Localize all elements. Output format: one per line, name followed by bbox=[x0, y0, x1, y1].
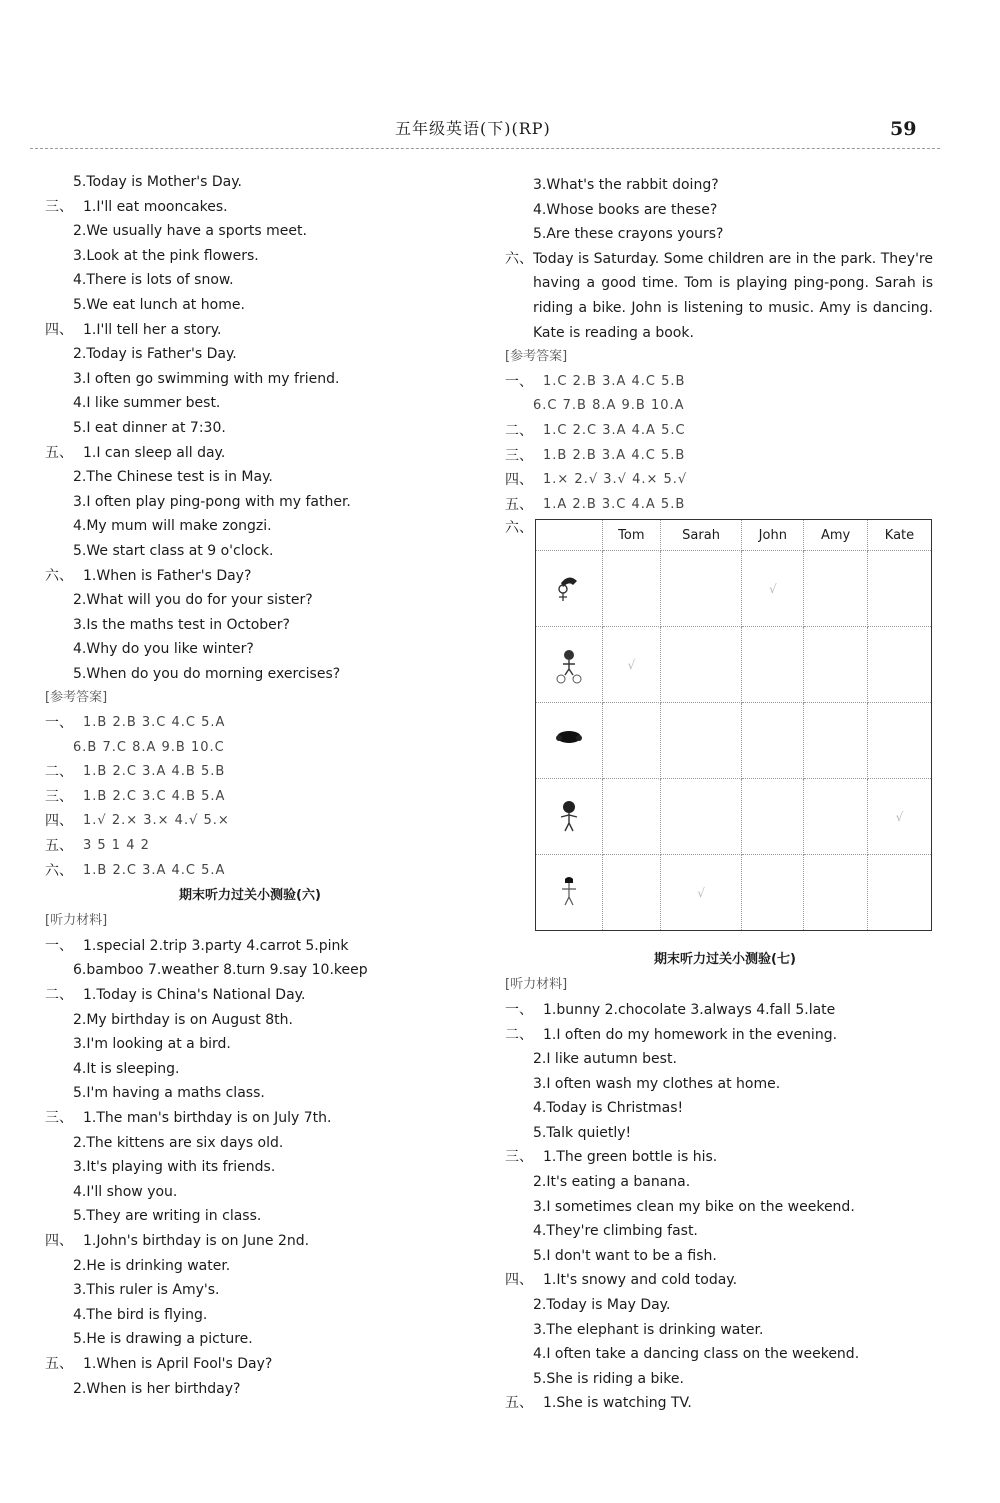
question-marker: 三、 bbox=[45, 788, 73, 805]
question-marker: 四、 bbox=[505, 472, 533, 489]
text-line bbox=[45, 244, 455, 269]
text-line bbox=[505, 1293, 945, 1318]
text-line bbox=[505, 1244, 945, 1269]
check-cell bbox=[804, 551, 868, 627]
question-marker: 三、 bbox=[505, 1149, 533, 1166]
question-marker: 五、 bbox=[45, 838, 73, 855]
check-cell: √ bbox=[603, 627, 661, 703]
line-text: 4.Whose books are these? bbox=[533, 201, 718, 218]
text-line bbox=[45, 1303, 455, 1328]
check-cell bbox=[867, 855, 931, 931]
table-body bbox=[536, 551, 932, 931]
line-text: 5.We eat lunch at home. bbox=[73, 296, 245, 313]
text-line bbox=[45, 514, 455, 539]
line-text: 5.I eat dinner at 7:30. bbox=[73, 419, 226, 436]
table-row bbox=[536, 779, 932, 855]
line-text: 1.I'll eat mooncakes. bbox=[83, 198, 228, 215]
text-line bbox=[45, 441, 455, 466]
question-marker: 一、 bbox=[45, 715, 73, 732]
text-line bbox=[45, 195, 455, 220]
name-header: Amy bbox=[804, 520, 868, 551]
line-text: 2.He is drinking water. bbox=[73, 1257, 231, 1274]
text-line bbox=[45, 1254, 455, 1279]
table-row bbox=[536, 551, 932, 627]
right-top-lines bbox=[505, 173, 945, 247]
text-line bbox=[45, 318, 455, 343]
section-label: [听力材料] bbox=[505, 977, 568, 993]
question-marker: 六、 bbox=[45, 862, 73, 879]
line-text: 5.Today is Mother's Day. bbox=[73, 174, 242, 190]
line-text: 1.C 2.C 3.A 4.A 5.C bbox=[543, 422, 686, 438]
line-text: 6.C 7.B 8.A 9.B 10.A bbox=[533, 398, 685, 414]
answer-table-block bbox=[505, 517, 945, 947]
question-marker: 三、 bbox=[505, 447, 533, 464]
line-text: 1.× 2.√ 3.√ 4.× 5.√ bbox=[543, 472, 688, 488]
check-cell bbox=[742, 627, 804, 703]
right-column bbox=[505, 173, 945, 1416]
text-line bbox=[45, 1377, 455, 1402]
text-line bbox=[45, 662, 455, 687]
check-cell bbox=[603, 779, 661, 855]
text-line bbox=[45, 1032, 455, 1057]
question-marker: 五、 bbox=[505, 496, 533, 513]
answer-line bbox=[505, 370, 945, 395]
line-text: 1.B 2.C 3.A 4.B 5.B bbox=[83, 764, 226, 780]
header-title: 五年级英语(下)(RP) bbox=[395, 119, 551, 138]
text-line bbox=[505, 1367, 945, 1392]
line-text: 1.She is watching TV. bbox=[543, 1395, 692, 1412]
question-marker: 三、 bbox=[45, 1109, 73, 1126]
text-line bbox=[505, 1195, 945, 1220]
line-text: 1.I often do my homework in the evening. bbox=[543, 1026, 838, 1043]
header-rule bbox=[30, 148, 940, 149]
line-text: 4.Today is Christmas! bbox=[533, 1100, 684, 1117]
line-text: 5.I'm having a maths class. bbox=[73, 1085, 265, 1102]
line-text: 1.When is Father's Day? bbox=[83, 567, 252, 584]
line-text: 3.I'm looking at a bird. bbox=[73, 1036, 231, 1053]
question-marker: 四、 bbox=[45, 321, 73, 338]
table-row bbox=[536, 627, 932, 703]
text-line bbox=[505, 998, 945, 1023]
table-marker: 六、 bbox=[505, 520, 533, 537]
section-label-line bbox=[45, 909, 455, 934]
line-text: 3.I often wash my clothes at home. bbox=[533, 1075, 781, 1092]
text-line bbox=[45, 1327, 455, 1352]
text-line bbox=[45, 219, 455, 244]
section-label-line bbox=[505, 973, 945, 998]
text-line bbox=[45, 170, 455, 195]
question-marker: 一、 bbox=[505, 1001, 533, 1018]
line-text: 2.The kittens are six days old. bbox=[73, 1134, 284, 1151]
check-cell bbox=[867, 627, 931, 703]
right-bottom-lines bbox=[505, 947, 945, 1416]
check-cell: √ bbox=[660, 855, 742, 931]
check-cell bbox=[603, 551, 661, 627]
line-text: 2.Today is May Day. bbox=[533, 1297, 671, 1314]
check-cell bbox=[660, 779, 742, 855]
text-line bbox=[45, 983, 455, 1008]
section-label-line bbox=[45, 686, 455, 711]
text-line bbox=[505, 1318, 945, 1343]
section-label: [参考答案] bbox=[505, 349, 568, 365]
name-header: Kate bbox=[867, 520, 931, 551]
question-marker: 五、 bbox=[45, 1355, 73, 1372]
line-text: 1.Today is China's National Day. bbox=[83, 987, 306, 1003]
name-header: Tom bbox=[603, 520, 661, 551]
text-line bbox=[45, 367, 455, 392]
question-marker: 三、 bbox=[45, 198, 73, 215]
girl-dancing-icon bbox=[536, 779, 603, 855]
line-text: 1.I'll tell her a story. bbox=[83, 321, 222, 338]
text-line bbox=[505, 1023, 945, 1048]
question-marker: 四、 bbox=[45, 1232, 73, 1249]
question-marker: 一、 bbox=[45, 937, 73, 954]
answer-line bbox=[505, 493, 945, 518]
check-cell bbox=[867, 551, 931, 627]
text-line bbox=[505, 1047, 945, 1072]
text-line bbox=[45, 391, 455, 416]
answer-line bbox=[505, 419, 945, 444]
check-cell bbox=[804, 627, 868, 703]
answer-line bbox=[45, 834, 455, 859]
check-cell bbox=[660, 627, 742, 703]
answer-line bbox=[45, 785, 455, 810]
section-title: 期末听力过关小测验(六) bbox=[179, 888, 321, 904]
check-cell bbox=[742, 703, 804, 779]
question-marker: 二、 bbox=[505, 1026, 533, 1043]
line-text: 4.They're climbing fast. bbox=[533, 1223, 698, 1240]
answer-line bbox=[45, 859, 455, 884]
boy-with-headphones-icon bbox=[536, 703, 603, 779]
line-text: 1.B 2.C 3.A 4.C 5.A bbox=[83, 862, 226, 878]
line-text: 3.Look at the pink flowers. bbox=[73, 247, 259, 264]
left-column bbox=[45, 170, 455, 1401]
passage-marker-line bbox=[505, 247, 945, 272]
check-cell bbox=[742, 855, 804, 931]
text-line bbox=[505, 1096, 945, 1121]
text-line bbox=[45, 588, 455, 613]
check-cell bbox=[603, 703, 661, 779]
text-line bbox=[505, 173, 945, 198]
answer-line bbox=[45, 711, 455, 736]
line-text: 1.B 2.B 3.C 4.C 5.A bbox=[83, 715, 226, 731]
line-text: 1.A 2.B 3.C 4.A 5.B bbox=[543, 496, 686, 512]
check-cell bbox=[603, 855, 661, 931]
line-text: 3.This ruler is Amy's. bbox=[73, 1282, 220, 1299]
text-line bbox=[45, 490, 455, 515]
text-line bbox=[45, 1106, 455, 1131]
text-line bbox=[45, 268, 455, 293]
right-answer-lines bbox=[505, 345, 945, 517]
line-text: 4.I like summer best. bbox=[73, 395, 221, 412]
question-marker: 二、 bbox=[45, 987, 73, 1003]
line-text: 1.I can sleep all day. bbox=[83, 444, 226, 461]
line-text: 1.bunny 2.chocolate 3.always 4.fall 5.late bbox=[543, 1001, 836, 1018]
check-cell bbox=[804, 779, 868, 855]
text-line bbox=[45, 1180, 455, 1205]
text-line bbox=[505, 1342, 945, 1367]
text-line bbox=[45, 613, 455, 638]
check-cell bbox=[867, 703, 931, 779]
line-text: 3.I sometimes clean my bike on the weekend. bbox=[533, 1198, 855, 1215]
check-cell: √ bbox=[742, 551, 804, 627]
line-text: 3.It's playing with its friends. bbox=[73, 1159, 276, 1176]
line-text: 4.I often take a dancing class on the weekend. bbox=[533, 1346, 860, 1363]
line-text: 3.What's the rabbit doing? bbox=[533, 177, 719, 193]
answer-line bbox=[45, 760, 455, 785]
section-label: [听力材料] bbox=[45, 913, 108, 929]
text-line bbox=[45, 1352, 455, 1377]
line-text: 2.Today is Father's Day. bbox=[73, 346, 237, 363]
text-line bbox=[505, 198, 945, 223]
question-marker: 一、 bbox=[505, 373, 533, 390]
answer-line bbox=[505, 468, 945, 493]
question-marker: 二、 bbox=[505, 422, 533, 439]
boy-with-paddle-icon bbox=[536, 551, 603, 627]
line-text: 5.We start class at 9 o'clock. bbox=[73, 542, 274, 559]
line-text: 1.It's snowy and cold today. bbox=[543, 1272, 738, 1289]
question-marker: 四、 bbox=[45, 813, 73, 830]
line-text: 4.My mum will make zongzi. bbox=[73, 518, 272, 535]
name-header: John bbox=[742, 520, 804, 551]
text-line bbox=[505, 1170, 945, 1195]
line-text: 1.B 2.C 3.C 4.B 5.A bbox=[83, 788, 226, 804]
check-cell bbox=[660, 703, 742, 779]
text-line bbox=[45, 1278, 455, 1303]
passage-marker: 六、 bbox=[505, 250, 533, 267]
section-label-line bbox=[505, 345, 945, 370]
line-text: 1.The green bottle is his. bbox=[543, 1149, 718, 1166]
check-cell bbox=[804, 855, 868, 931]
text-line bbox=[45, 1229, 455, 1254]
text-line bbox=[45, 465, 455, 490]
answer-line bbox=[45, 809, 455, 834]
line-text: 1.When is April Fool's Day? bbox=[83, 1355, 273, 1372]
section-title: 期末听力过关小测验(七) bbox=[654, 952, 796, 968]
table-row bbox=[536, 855, 932, 931]
text-line bbox=[45, 637, 455, 662]
line-text: 3.Is the maths test in October? bbox=[73, 616, 290, 633]
table-header-row bbox=[536, 520, 932, 551]
line-text: 4.It is sleeping. bbox=[73, 1060, 180, 1077]
answer-line bbox=[505, 394, 945, 419]
left-lines bbox=[45, 170, 455, 1401]
line-text: 2.We usually have a sports meet. bbox=[73, 223, 307, 240]
line-text: 1.The man's birthday is on July 7th. bbox=[83, 1109, 332, 1126]
text-line bbox=[505, 1145, 945, 1170]
line-text: 4.The bird is flying. bbox=[73, 1306, 208, 1323]
line-text: 3.I often go swimming with my friend. bbox=[73, 370, 340, 387]
line-text: 2.The Chinese test is in May. bbox=[73, 469, 273, 486]
text-line bbox=[45, 564, 455, 589]
question-marker: 五、 bbox=[505, 1395, 533, 1412]
line-text: 4.I'll show you. bbox=[73, 1183, 178, 1200]
line-text: 6.bamboo 7.weather 8.turn 9.say 10.keep bbox=[73, 962, 368, 979]
line-text: 1.C 2.B 3.A 4.C 5.B bbox=[543, 373, 686, 389]
line-text: 1.special 2.trip 3.party 4.carrot 5.pink bbox=[83, 937, 349, 954]
text-line bbox=[45, 1081, 455, 1106]
line-text: 5.Are these crayons yours? bbox=[533, 226, 724, 243]
question-marker: 二、 bbox=[45, 764, 73, 781]
line-text: 2.What will you do for your sister? bbox=[73, 592, 313, 609]
page-header bbox=[0, 0, 1000, 150]
text-line bbox=[45, 934, 455, 959]
line-text: 6.B 7.C 8.A 9.B 10.C bbox=[73, 739, 225, 755]
text-line bbox=[45, 958, 455, 983]
answer-line bbox=[45, 736, 455, 761]
line-text: 3.The elephant is drinking water. bbox=[533, 1321, 764, 1338]
line-text: 4.Why do you like winter? bbox=[73, 641, 254, 658]
girl-on-bike-icon bbox=[536, 627, 603, 703]
text-line bbox=[45, 539, 455, 564]
question-marker: 五、 bbox=[45, 444, 73, 461]
text-line bbox=[45, 293, 455, 318]
text-line bbox=[505, 1121, 945, 1146]
line-text: 5.Talk quietly! bbox=[533, 1124, 632, 1141]
line-text: 1.√ 2.× 3.× 4.√ 5.× bbox=[83, 813, 230, 829]
line-text: 3.I often play ping-pong with my father. bbox=[73, 493, 351, 510]
line-text: 5.They are writing in class. bbox=[73, 1208, 262, 1225]
text-line bbox=[45, 342, 455, 367]
line-text: 5.I don't want to be a fish. bbox=[533, 1247, 717, 1264]
text-line bbox=[45, 1204, 455, 1229]
text-line bbox=[45, 1008, 455, 1033]
line-text: 5.She is riding a bike. bbox=[533, 1370, 684, 1387]
text-line bbox=[505, 1391, 945, 1416]
line-text: 1.John's birthday is on June 2nd. bbox=[83, 1232, 310, 1249]
line-text: 2.When is her birthday? bbox=[73, 1380, 241, 1397]
line-text: 2.It's eating a banana. bbox=[533, 1174, 691, 1191]
check-cell bbox=[660, 551, 742, 627]
text-line bbox=[505, 222, 945, 247]
question-marker: 六、 bbox=[45, 567, 73, 584]
text-line bbox=[45, 1155, 455, 1180]
line-text: 3 5 1 4 2 bbox=[83, 838, 150, 854]
line-text: 5.He is drawing a picture. bbox=[73, 1331, 253, 1348]
girl-reading-icon bbox=[536, 855, 603, 931]
text-line bbox=[45, 416, 455, 441]
matching-table bbox=[535, 519, 932, 931]
line-text: 1.B 2.B 3.A 4.C 5.B bbox=[543, 447, 686, 463]
table-corner-cell bbox=[536, 520, 603, 551]
line-text: 2.My birthday is on August 8th. bbox=[73, 1011, 293, 1028]
text-line bbox=[45, 1131, 455, 1156]
name-header: Sarah bbox=[660, 520, 742, 551]
answer-line bbox=[505, 444, 945, 469]
check-cell bbox=[742, 779, 804, 855]
text-line bbox=[505, 1072, 945, 1097]
line-text: 5.When do you do morning exercises? bbox=[73, 665, 341, 682]
section-label: [参考答案] bbox=[45, 690, 108, 706]
text-line bbox=[505, 1268, 945, 1293]
listening-passage: Today is Saturday. Some children are in the park. They're having a good time. Tom is playing ping-pong. Sarah is riding a bike. John is listening to music. Amy is dancing. Kate is reading a book. bbox=[533, 250, 933, 341]
check-cell: √ bbox=[867, 779, 931, 855]
text-line bbox=[45, 1057, 455, 1082]
question-marker: 四、 bbox=[505, 1272, 533, 1289]
line-text: 2.I like autumn best. bbox=[533, 1051, 677, 1068]
table-row bbox=[536, 703, 932, 779]
check-cell bbox=[804, 703, 868, 779]
line-text: 4.There is lots of snow. bbox=[73, 272, 234, 289]
page-number: 59 bbox=[890, 118, 917, 140]
text-line bbox=[505, 1219, 945, 1244]
